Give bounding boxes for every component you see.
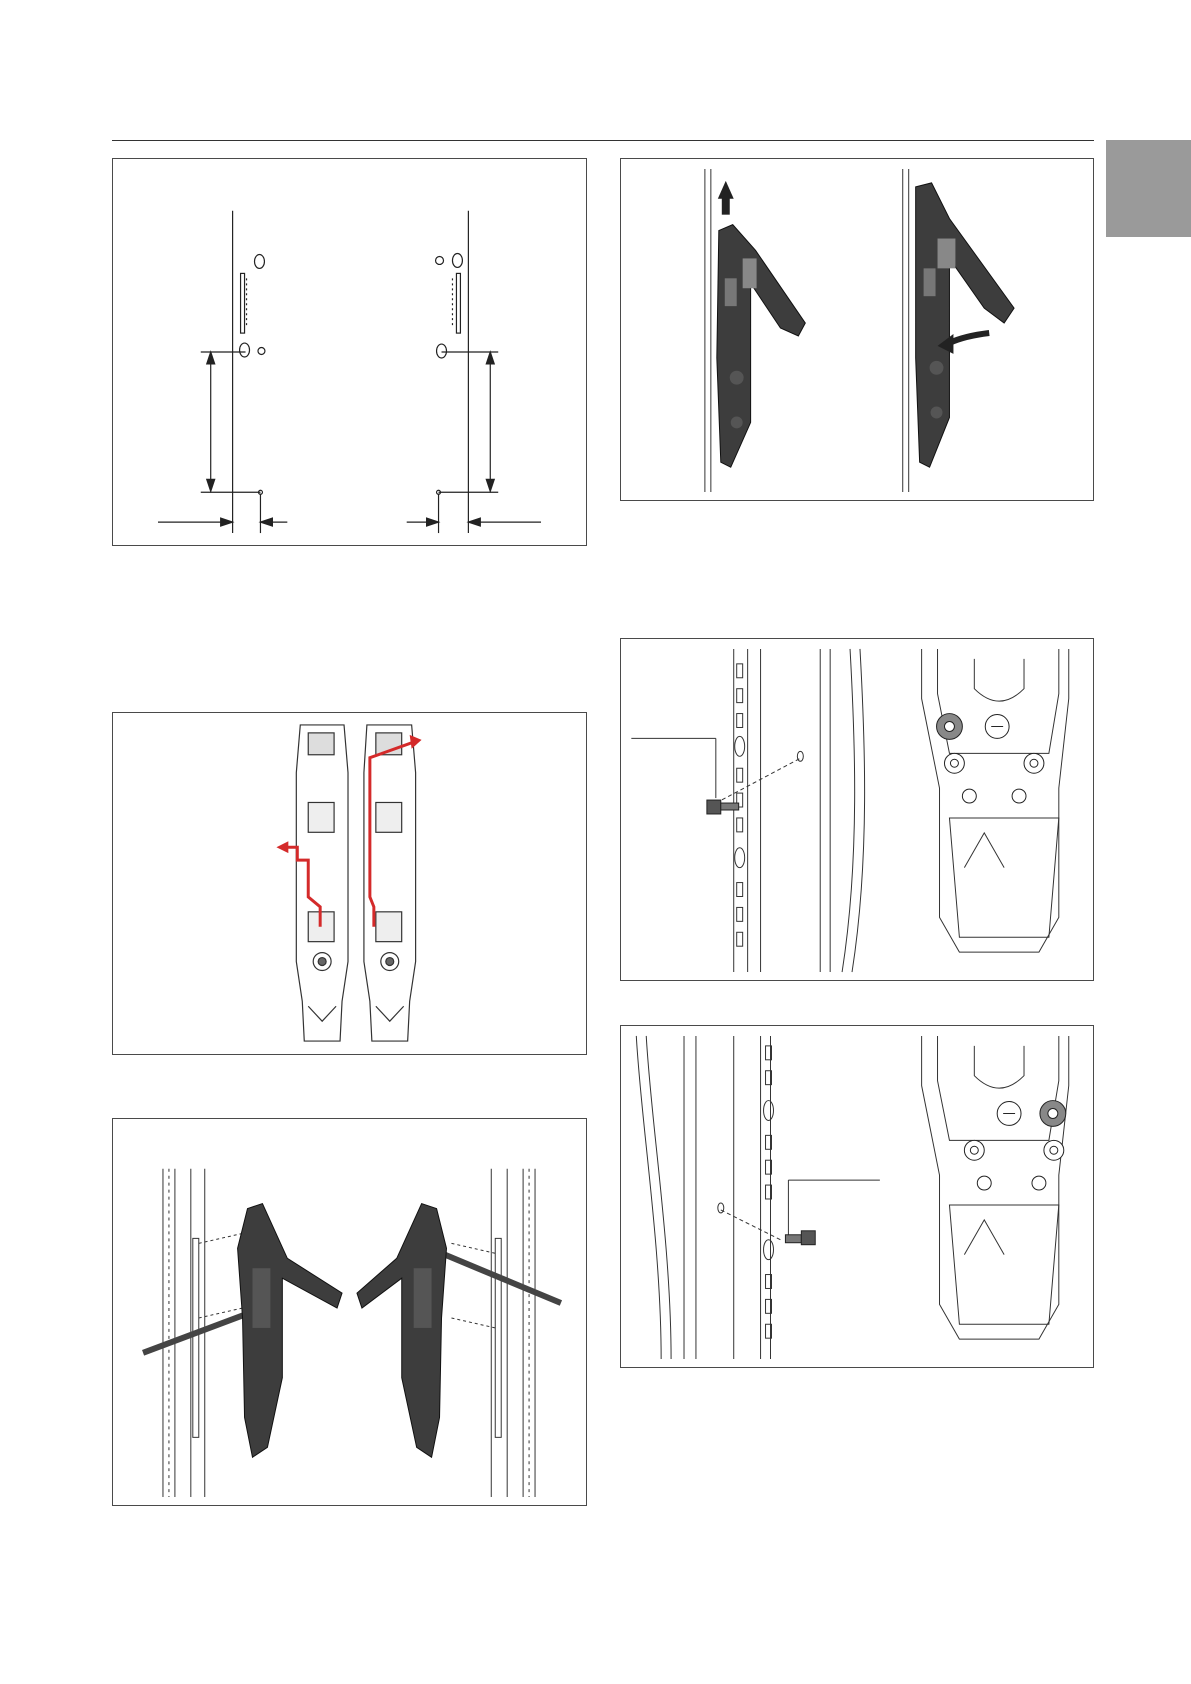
screw-install-icon <box>621 639 1093 980</box>
figure-handle-operation <box>620 158 1094 501</box>
section-tab <box>1106 140 1191 237</box>
screw-install-icon <box>621 1026 1093 1367</box>
handle-mounting-icon <box>113 1119 586 1505</box>
figure-dimension-drawing <box>112 158 587 546</box>
cable-routing-icon <box>113 713 586 1054</box>
handle-lift-icon <box>621 159 1093 500</box>
figure-screw-right <box>620 1025 1094 1368</box>
dimension-drawing-icon <box>113 159 586 545</box>
figure-screw-left <box>620 638 1094 981</box>
figure-handle-mounting <box>112 1118 587 1506</box>
figure-cable-routing <box>112 712 587 1055</box>
header-rule <box>112 140 1094 141</box>
